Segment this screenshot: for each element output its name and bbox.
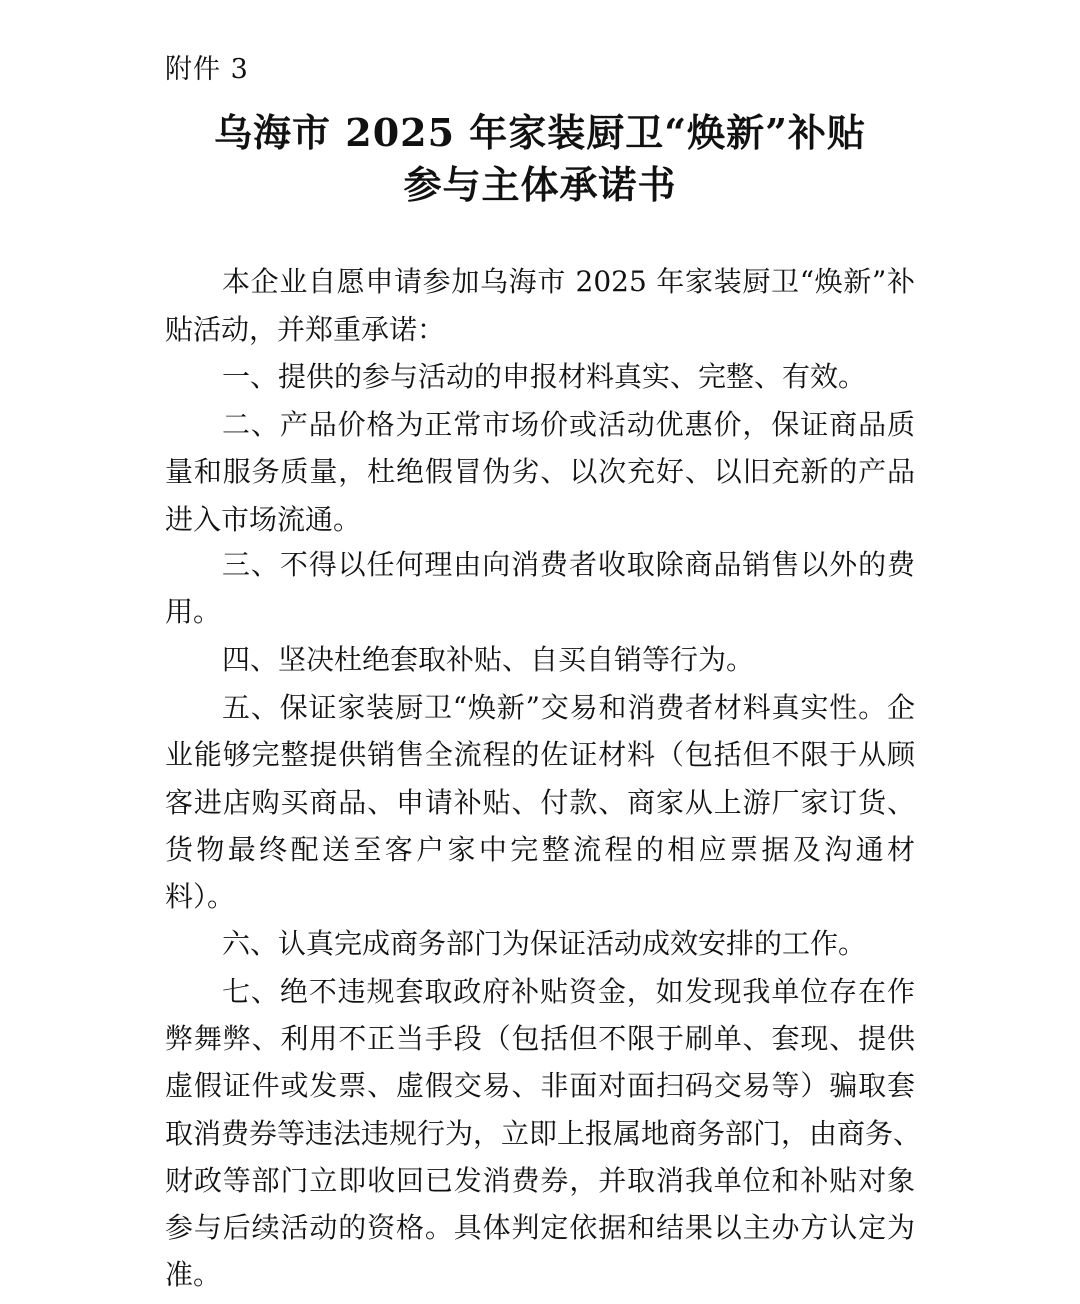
body-line: 料）。 (165, 880, 236, 913)
body-line: 量和服务质量，杜绝假冒伪劣、以次充好、以旧充新的产品 (165, 455, 915, 488)
body-line: 参与后续活动的资格。具体判定依据和结果以主办方认定为 (165, 1211, 915, 1244)
attachment-label: 附件 3 (165, 54, 249, 85)
body-line: 准。 (165, 1258, 222, 1291)
body-line: 五、保证家装厨卫“焕新”交易和消费者材料真实性。企 (222, 691, 915, 724)
body-line: 六、认真完成商务部门为保证活动成效安排的工作。 (222, 927, 867, 960)
body-line: 本企业自愿申请参加乌海市 2025 年家装厨卫“焕新”补 (222, 265, 915, 298)
body-line: 二、产品价格为正常市场价或活动优惠价，保证商品质 (222, 408, 915, 441)
body-line: 贴活动，并郑重承诺： (165, 313, 446, 346)
body-line: 三、不得以任何理由向消费者收取除商品销售以外的费 (222, 548, 915, 581)
document-title-line-1: 乌海市 2025 年家装厨卫“焕新”补贴 (214, 110, 866, 155)
body-line: 四、坚决杜绝套取补贴、自买自销等行为。 (222, 643, 755, 676)
body-line: 客进店购买商品、申请补贴、付款、商家从上游厂家订货、 (165, 786, 915, 819)
body-line: 取消费券等违法违规行为，立即上报属地商务部门，由商务、 (165, 1117, 922, 1150)
body-line: 用。 (165, 595, 222, 628)
body-line: 进入市场流通。 (165, 503, 362, 536)
body-line: 业能够完整提供销售全流程的佐证材料（包括但不限于从顾 (165, 738, 915, 771)
document-title-line-2: 参与主体承诺书 (403, 162, 677, 207)
body-line: 七、绝不违规套取政府补贴资金，如发现我单位存在作 (222, 975, 915, 1008)
body-line: 虚假证件或发票、虚假交易、非面对面扫码交易等）骗取套 (165, 1069, 915, 1102)
body-line: 货物最终配送至客户家中完整流程的相应票据及沟通材 (165, 833, 915, 866)
body-line: 一、提供的参与活动的申报材料真实、完整、有效。 (222, 360, 867, 393)
body-line: 财政等部门立即收回已发消费券，并取消我单位和补贴对象 (165, 1164, 915, 1197)
body-line: 弊舞弊、利用不正当手段（包括但不限于刷单、套现、提供 (165, 1022, 915, 1055)
